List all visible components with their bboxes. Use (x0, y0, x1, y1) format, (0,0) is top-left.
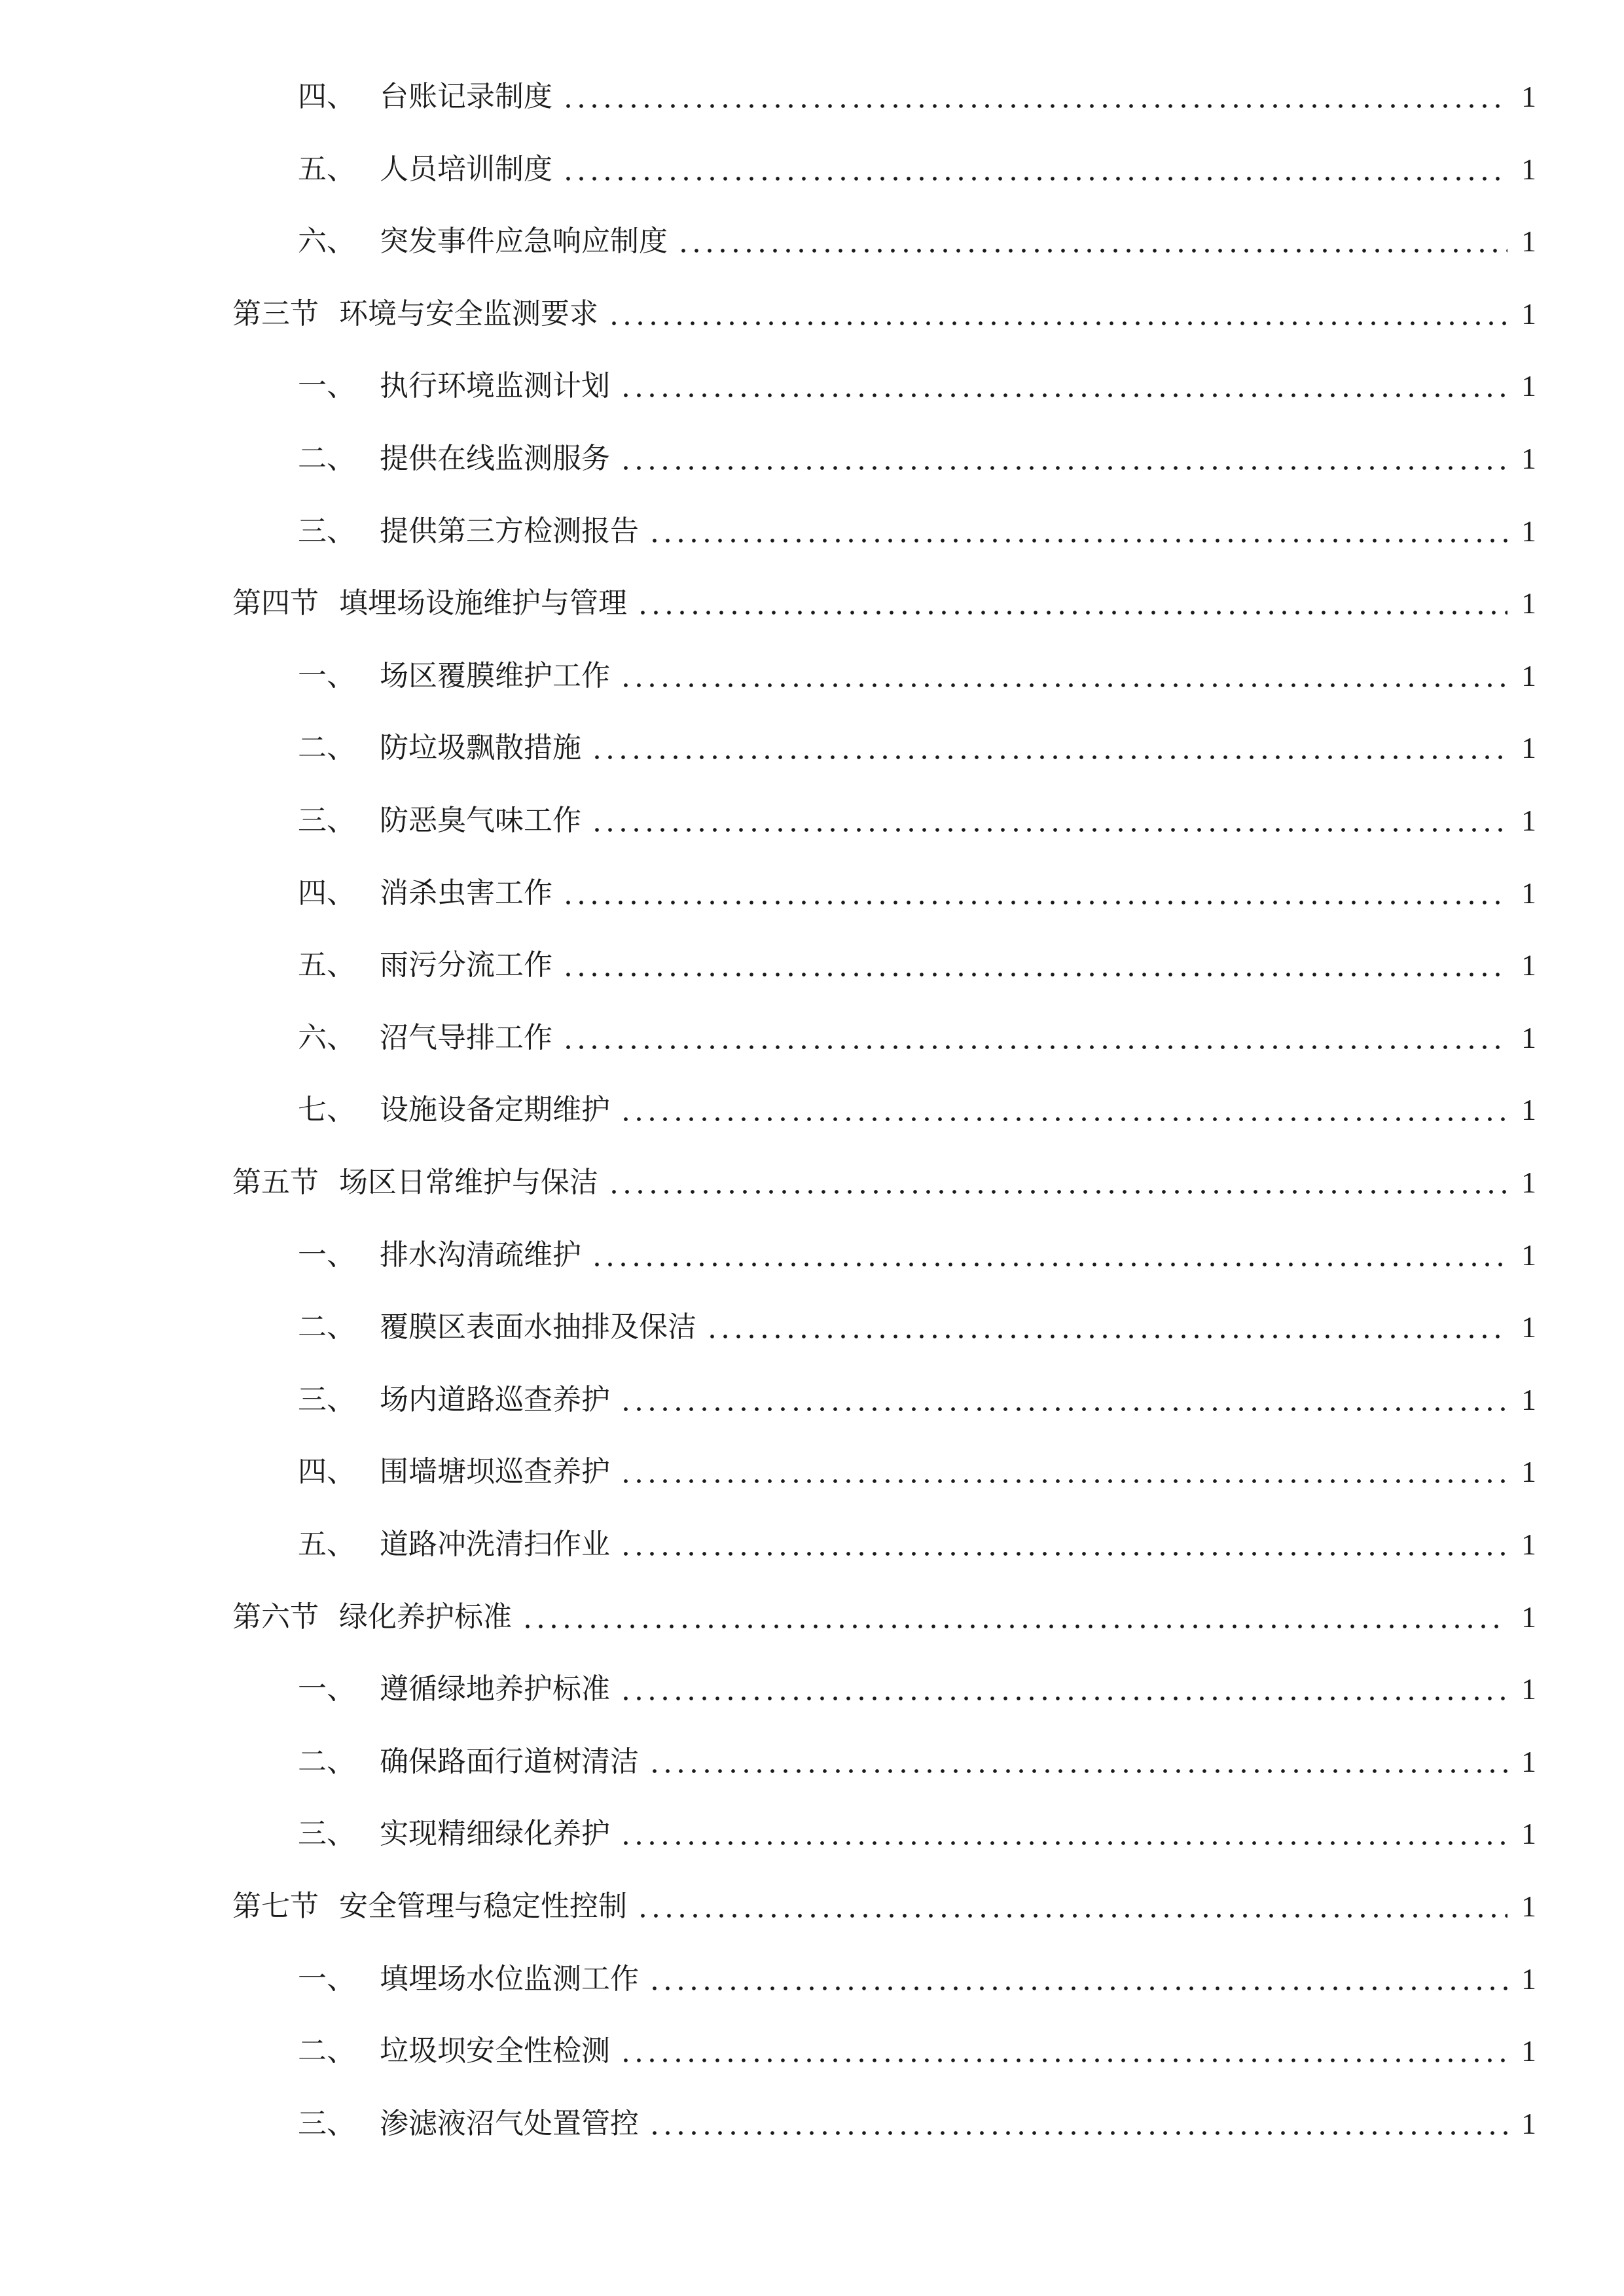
toc-entry-title: 场区日常维护与保洁 (339, 1166, 598, 1199)
toc-dot-leader (619, 1537, 1507, 1557)
toc-subsection-entry[interactable] (298, 725, 1536, 771)
toc-entry-page-number: 1 (1521, 1093, 1536, 1126)
toc-entry-title: 设施设备定期维护 (380, 1093, 610, 1126)
toc-entry-number: 五、 (298, 948, 355, 982)
toc-entry-title: 填埋场设施维护与管理 (339, 586, 627, 620)
toc-entry-title: 突发事件应急响应制度 (380, 224, 668, 258)
toc-dot-leader (636, 596, 1507, 616)
toc-entry-page-number: 1 (1521, 1817, 1536, 1850)
toc-subsection-entry[interactable] (298, 1232, 1536, 1278)
toc-entry-number: 二、 (298, 1745, 355, 1778)
toc-dot-leader (562, 886, 1507, 906)
toc-entry-number: 第五节 (232, 1166, 319, 1199)
toc-dot-leader (590, 814, 1507, 833)
toc-dot-leader (619, 452, 1507, 471)
toc-entry-page-number: 1 (1521, 1745, 1536, 1778)
toc-entry-title: 提供在线监测服务 (380, 442, 610, 475)
toc-dot-leader (648, 2117, 1507, 2136)
toc-entry-number: 第四节 (232, 586, 319, 620)
toc-dot-leader (619, 1103, 1507, 1122)
toc-dot-leader (521, 1610, 1507, 1630)
toc-entry-title: 遵循绿地养护标准 (380, 1672, 610, 1706)
toc-subsection-entry[interactable] (298, 1956, 1536, 2002)
toc-entry-page-number: 1 (1521, 1383, 1536, 1416)
toc-entry-title: 围墙塘坝巡查养护 (380, 1455, 610, 1488)
toc-entry-page-number: 1 (1521, 1962, 1536, 1996)
toc-entry-number: 五、 (298, 1528, 355, 1561)
toc-entry-number: 四、 (298, 1455, 355, 1488)
toc-entry-number: 六、 (298, 224, 355, 258)
toc-entry-page-number: 1 (1521, 514, 1536, 548)
toc-entry-number: 一、 (298, 369, 355, 403)
toc-entry-title: 雨污分流工作 (380, 948, 552, 982)
toc-dot-leader (562, 1031, 1507, 1050)
toc-entry-page-number: 1 (1521, 1238, 1536, 1272)
toc-entry-page-number: 1 (1521, 659, 1536, 692)
toc-entry-number: 第三节 (232, 297, 319, 331)
toc-entry-title: 沼气导排工作 (380, 1021, 552, 1054)
toc-subsection-entry[interactable] (298, 942, 1536, 988)
toc-dot-leader (562, 90, 1507, 109)
toc-subsection-entry[interactable] (298, 1015, 1536, 1061)
toc-entry-title: 覆膜区表面水抽排及保洁 (380, 1310, 696, 1344)
toc-dot-leader (590, 1248, 1507, 1268)
toc-entry-number: 三、 (298, 1817, 355, 1850)
toc-entry-title: 消杀虫害工作 (380, 876, 552, 910)
toc-entry-page-number: 1 (1521, 1528, 1536, 1561)
toc-entry-page-number: 1 (1521, 224, 1536, 258)
toc-subsection-entry[interactable] (298, 798, 1536, 844)
toc-entry-title: 人员培训制度 (380, 152, 552, 186)
toc-entry-page-number: 1 (1521, 876, 1536, 910)
toc-entry-title: 场内道路巡查养护 (380, 1383, 610, 1416)
toc-entry-title: 填埋场水位监测工作 (380, 1962, 639, 1996)
toc-subsection-entry[interactable] (298, 363, 1536, 409)
toc-entry-title: 垃圾坝安全性检测 (380, 2034, 610, 2068)
toc-entry-title: 渗滤液沼气处置管控 (380, 2107, 639, 2140)
toc-entry-page-number: 1 (1521, 1890, 1536, 1923)
toc-entry-page-number: 1 (1521, 586, 1536, 620)
toc-entry-title: 确保路面行道树清洁 (380, 1745, 639, 1778)
toc-dot-leader (562, 958, 1507, 978)
toc-subsection-entry[interactable] (298, 1087, 1536, 1133)
toc-entry-title: 绿化养护标准 (339, 1600, 512, 1634)
toc-subsection-entry[interactable] (298, 219, 1536, 264)
toc-entry-title: 环境与安全监测要求 (339, 297, 598, 331)
toc-entry-number: 三、 (298, 804, 355, 837)
toc-entry-page-number: 1 (1521, 80, 1536, 113)
toc-subsection-entry[interactable] (298, 1522, 1536, 1568)
toc-dot-leader (619, 1393, 1507, 1412)
toc-entry-page-number: 1 (1521, 2034, 1536, 2068)
toc-subsection-entry[interactable] (298, 1304, 1536, 1350)
toc-entry-page-number: 1 (1521, 297, 1536, 331)
toc-entry-page-number: 1 (1521, 1672, 1536, 1706)
toc-section-entry[interactable] (232, 1884, 1536, 1929)
toc-entry-page-number: 1 (1521, 369, 1536, 403)
toc-entry-number: 三、 (298, 1383, 355, 1416)
toc-entry-number: 一、 (298, 1672, 355, 1706)
toc-entry-number: 五、 (298, 152, 355, 186)
toc-entry-page-number: 1 (1521, 1455, 1536, 1488)
toc-entry-number: 第七节 (232, 1890, 319, 1923)
toc-entry-number: 第六节 (232, 1600, 319, 1634)
toc-entry-title: 提供第三方检测报告 (380, 514, 639, 548)
toc-dot-leader (607, 307, 1507, 327)
toc-dot-leader (706, 1320, 1507, 1340)
toc-entry-title: 防恶臭气味工作 (380, 804, 581, 837)
toc-subsection-entry[interactable] (298, 2028, 1536, 2074)
toc-entry-title: 道路冲洗清扫作业 (380, 1528, 610, 1561)
toc-entry-number: 七、 (298, 1093, 355, 1126)
toc-dot-leader (648, 1755, 1507, 1774)
toc-entry-number: 二、 (298, 1310, 355, 1344)
toc-entry-number: 二、 (298, 2034, 355, 2068)
toc-entry-number: 一、 (298, 1238, 355, 1272)
toc-dot-leader (619, 2044, 1507, 2064)
toc-dot-leader (648, 1972, 1507, 1992)
toc-dot-leader (619, 1465, 1507, 1484)
toc-entry-number: 一、 (298, 1962, 355, 1996)
toc-dot-leader (648, 524, 1507, 544)
toc-subsection-entry[interactable] (298, 1739, 1536, 1785)
toc-subsection-entry[interactable] (298, 1377, 1536, 1423)
toc-entry-page-number: 1 (1521, 804, 1536, 837)
toc-entry-number: 四、 (298, 876, 355, 910)
toc-section-entry[interactable] (232, 1594, 1536, 1640)
toc-subsection-entry[interactable] (298, 1811, 1536, 1857)
toc-entry-page-number: 1 (1521, 152, 1536, 186)
toc-entry-number: 二、 (298, 442, 355, 475)
toc-dot-leader (590, 741, 1507, 761)
toc-dot-leader (619, 669, 1507, 689)
toc-dot-leader (677, 234, 1507, 254)
toc-entry-page-number: 1 (1521, 731, 1536, 764)
toc-section-entry[interactable] (232, 581, 1536, 626)
toc-section-entry[interactable] (232, 291, 1536, 337)
toc-subsection-entry[interactable] (298, 2101, 1536, 2147)
toc-entry-title: 执行环境监测计划 (380, 369, 610, 403)
toc-dot-leader (619, 1827, 1507, 1846)
toc-entry-page-number: 1 (1521, 1021, 1536, 1054)
toc-entry-title: 排水沟清疏维护 (380, 1238, 581, 1272)
toc-subsection-entry[interactable] (298, 1449, 1536, 1495)
toc-entry-number: 三、 (298, 514, 355, 548)
toc-dot-leader (619, 379, 1507, 399)
toc-subsection-entry[interactable] (298, 870, 1536, 916)
toc-subsection-entry[interactable] (298, 147, 1536, 192)
toc-dot-leader (619, 1682, 1507, 1702)
toc-entry-page-number: 1 (1521, 1600, 1536, 1634)
toc-entry-number: 三、 (298, 2107, 355, 2140)
toc-entry-page-number: 1 (1521, 1166, 1536, 1199)
toc-subsection-entry[interactable] (298, 653, 1536, 699)
toc-entry-title: 实现精细绿化养护 (380, 1817, 610, 1850)
toc-entry-title: 场区覆膜维护工作 (380, 659, 610, 692)
toc-entry-page-number: 1 (1521, 948, 1536, 982)
toc-entry-number: 二、 (298, 731, 355, 764)
toc-entry-title: 防垃圾飘散措施 (380, 731, 581, 764)
toc-dot-leader (562, 162, 1507, 182)
toc-entry-page-number: 1 (1521, 442, 1536, 475)
toc-dot-leader (607, 1175, 1507, 1195)
toc-entry-title: 安全管理与稳定性控制 (339, 1890, 627, 1923)
toc-entry-number: 四、 (298, 80, 355, 113)
toc-subsection-entry[interactable] (298, 436, 1536, 482)
toc-subsection-entry[interactable] (298, 1666, 1536, 1712)
toc-subsection-entry[interactable] (298, 509, 1536, 554)
toc-dot-leader (636, 1899, 1507, 1919)
toc-entry-number: 六、 (298, 1021, 355, 1054)
toc-entry-number: 一、 (298, 659, 355, 692)
toc-subsection-entry[interactable] (298, 74, 1536, 120)
toc-entry-page-number: 1 (1521, 2107, 1536, 2140)
toc-entry-page-number: 1 (1521, 1310, 1536, 1344)
toc-section-entry[interactable] (232, 1160, 1536, 1206)
toc-entry-title: 台账记录制度 (380, 80, 552, 113)
